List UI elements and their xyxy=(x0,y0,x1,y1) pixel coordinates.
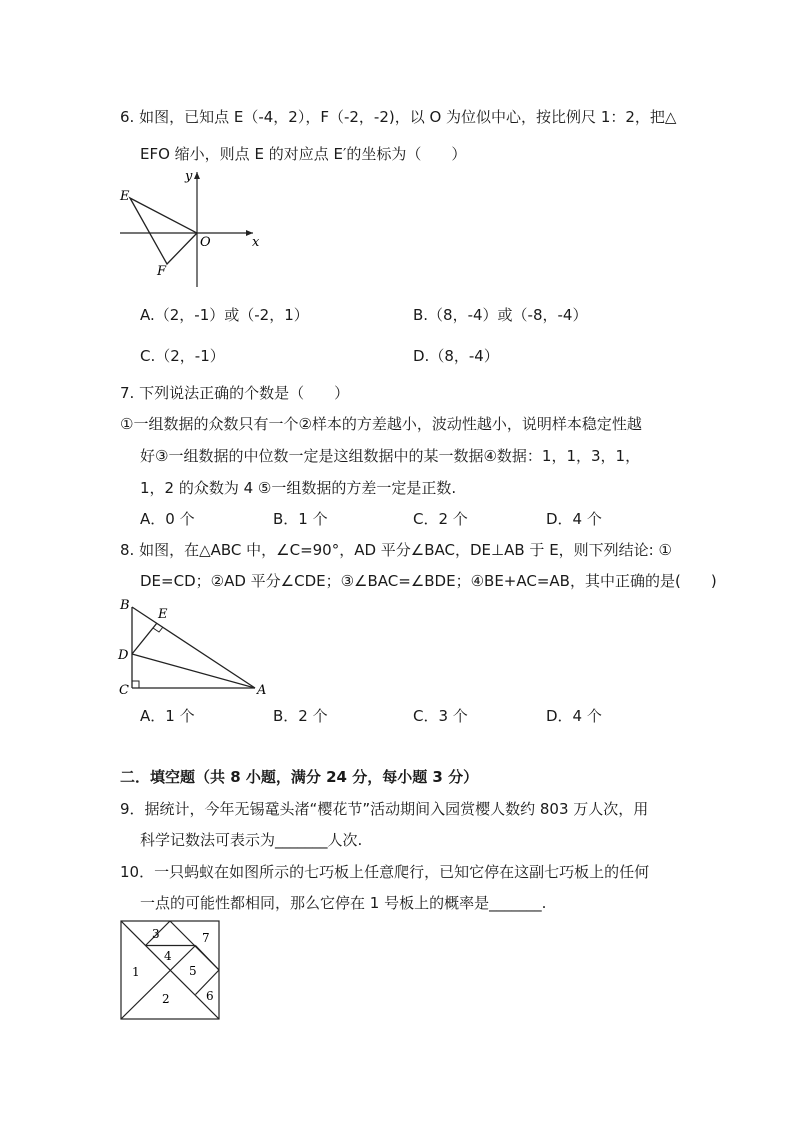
q6-option-b: B.（8，-4）或（-8，-4） xyxy=(413,306,588,324)
q8-option-a: A．1 个 xyxy=(140,707,195,725)
label-b: B xyxy=(120,598,130,613)
q7-line2: ①一组数据的众数只有一个②样本的方差越小，波动性越小，说明样本稳定性越 xyxy=(120,415,642,433)
label-a: A xyxy=(257,683,267,698)
q8-option-b: B．2 个 xyxy=(273,707,328,725)
q8-line2: DE=CD；②AD 平分∠CDE；③∠BAC=∠BDE；④BE+AC=AB，其中正确的是( ) xyxy=(140,572,717,590)
piece-2-label: 2 xyxy=(162,992,170,1006)
label-e: E xyxy=(158,607,168,622)
q7-line1: 7. 下列说法正确的个数是（ ） xyxy=(120,384,350,402)
q9-line1: 9．据统计，今年无锡鼋头渚“樱花节”活动期间入园赏樱人数约 803 万人次，用 xyxy=(120,800,649,818)
side-ab xyxy=(132,607,255,688)
q6-option-c: C.（2，-1） xyxy=(140,347,225,365)
q6-option-a: A.（2，-1）或（-2，1） xyxy=(140,306,309,324)
segment-ad xyxy=(132,654,255,688)
piece-5-label: 5 xyxy=(189,964,197,978)
piece-7-label: 7 xyxy=(202,931,210,945)
piece-1-label: 1 xyxy=(132,965,140,979)
right-angle-e xyxy=(153,627,163,632)
triangle-efo xyxy=(130,198,197,264)
label-x: x xyxy=(252,235,260,250)
q7-option-a: A．0 个 xyxy=(140,510,195,528)
piece-6-label: 6 xyxy=(206,989,214,1003)
label-f: F xyxy=(157,264,167,279)
piece-3-label: 3 xyxy=(152,927,160,941)
q6-option-d: D.（8，-4） xyxy=(413,347,499,365)
q8-triangle-figure xyxy=(115,595,280,700)
q6-line1: 6. 如图，已知点 E（-4，2），F（-2，-2)，以 O 为位似中心，按比例尺 1：2，把△ xyxy=(120,108,677,126)
label-e: E xyxy=(120,189,130,204)
q8-line1: 8. 如图，在△ABC 中，∠C=90°，AD 平分∠BAC，DE⊥AB 于 E，则下列结论: ① xyxy=(120,541,672,559)
q7-line3: 好③一组数据的中位数一定是这组数据中的某一数据④数据：1，1，3，1， xyxy=(140,447,641,465)
q10-line1: 10．一只蚂蚁在如图所示的七巧板上任意爬行，已知它停在这副七巧板上的任何 xyxy=(120,863,650,881)
q7-option-d: D．4 个 xyxy=(546,510,602,528)
q7-option-b: B．1 个 xyxy=(273,510,328,528)
label-y: y xyxy=(185,169,193,184)
q10-line2: 一点的可能性都相同，那么它停在 1 号板上的概率是_______. xyxy=(140,894,547,912)
section-2-title: 二．填空题（共 8 小题，满分 24 分，每小题 3 分） xyxy=(120,768,479,786)
right-angle-c xyxy=(132,681,139,688)
q8-option-c: C．3 个 xyxy=(413,707,468,725)
label-d: D xyxy=(118,648,129,663)
q9-line2: 科学记数法可表示为_______人次. xyxy=(140,831,363,849)
tangram-diagonal-cut xyxy=(121,946,196,1020)
piece-4-label: 4 xyxy=(164,949,172,963)
q6-coordinate-figure xyxy=(115,165,265,295)
label-o: O xyxy=(200,235,211,250)
q6-line2: EFO 缩小，则点 E 的对应点 E′的坐标为（ ） xyxy=(140,145,467,163)
q10-tangram-figure xyxy=(118,918,224,1024)
q7-option-c: C．2 个 xyxy=(413,510,468,528)
label-c: C xyxy=(119,683,129,698)
y-axis-arrow xyxy=(194,172,200,179)
q8-option-d: D．4 个 xyxy=(546,707,602,725)
q7-line4: 1，2 的众数为 4 ⑤一组数据的方差一定是正数. xyxy=(140,479,457,497)
